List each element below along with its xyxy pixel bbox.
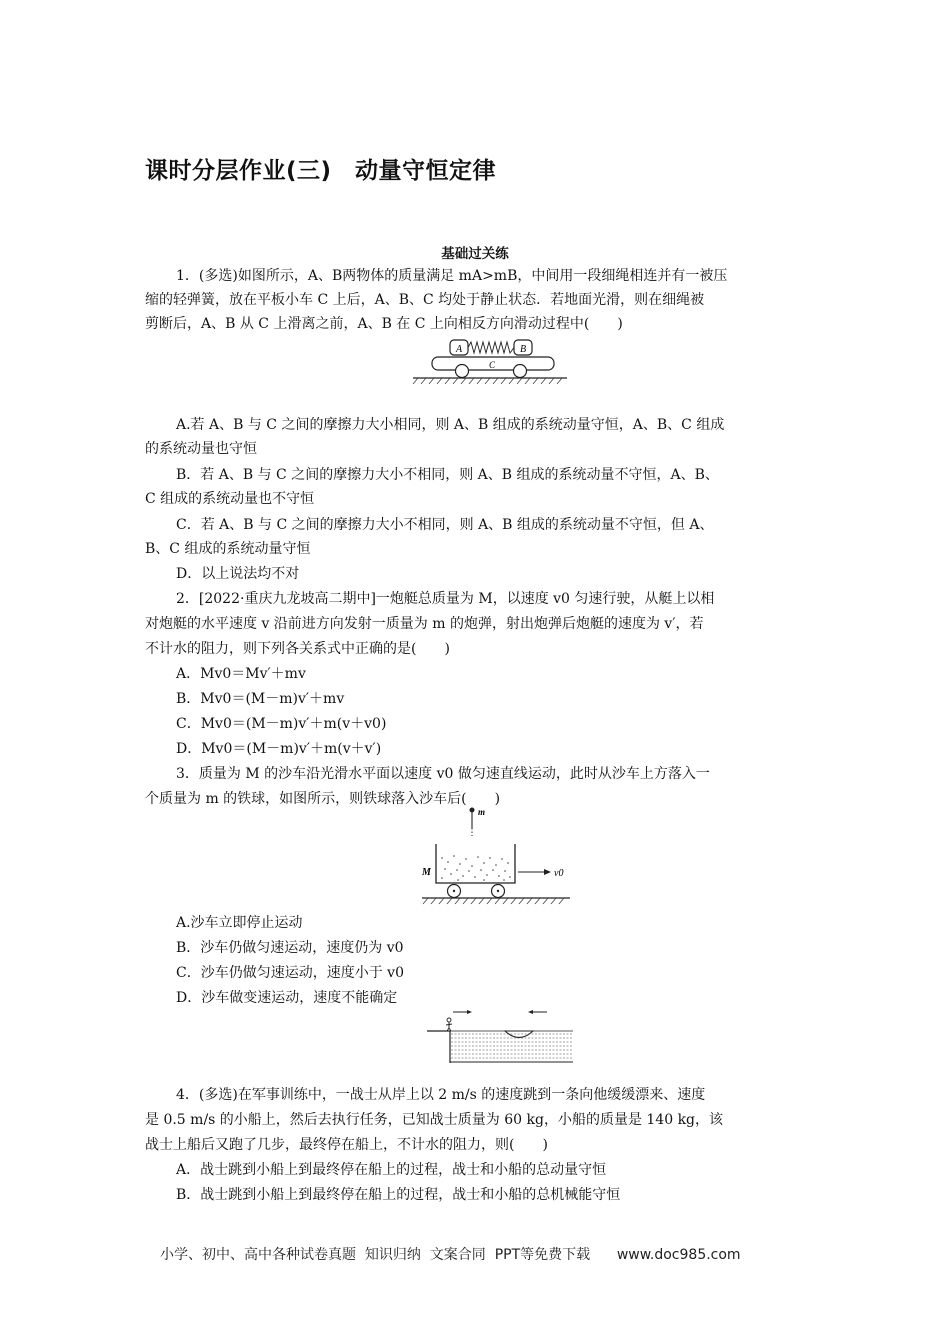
q4-line-3: 战士上船后又跑了几步，最终停在船上，不计水的阻力，则( ) (145, 1137, 548, 1153)
q2-option-b: B．Mv0＝(M－m)v′＋mv (176, 691, 345, 707)
page-title: 课时分层作业(三) 动量守恒定律 (145, 158, 497, 184)
label-v0: v0 (554, 868, 564, 879)
q1-line-2: 缩的轻弹簧，放在平板小车 C 上后，A、B、C 均处于静止状态．若地面光滑，则在细绳被 (145, 292, 705, 308)
q3-line-1: 3．质量为 M 的沙车沿光滑水平面以速度 v0 做匀速直线运动，此时从沙车上方落入一 (176, 766, 710, 782)
label-m: m (478, 807, 486, 817)
q2-line-3: 不计水的阻力，则下列各关系式中正确的是( ) (145, 641, 450, 657)
q2-line-2: 对炮艇的水平速度 v 沿前进方向发射一质量为 m 的炮弹，射出炮弹后炮艇的速度为 v′，若 (145, 616, 704, 632)
boat-soldier-figure (425, 1008, 575, 1066)
q3-option-b: B．沙车仍做匀速运动，速度仍为 v0 (176, 940, 404, 956)
label-a: A (455, 344, 463, 355)
label-b: B (519, 344, 527, 355)
q2-line-1: 2．[2022·重庆九龙坡高二期中]一炮艇总质量为 M，以速度 v0 匀速行驶，从艇上以相 (176, 591, 715, 607)
q4-line-1: 4．(多选)在军事训练中，一战士从岸上以 2 m/s 的速度跳到一条向他缓缓漂来、速度 (176, 1087, 706, 1103)
q3-line-2: 个质量为 m 的铁球，如图所示，则铁球落入沙车后( ) (145, 791, 501, 807)
q2-option-c: C．Mv0＝(M－m)v′＋m(v＋v0) (176, 716, 387, 732)
q2-option-d: D．Mv0＝(M－m)v′＋m(v＋v′) (176, 741, 382, 757)
q4-option-a: A．战士跳到小船上到最终停在船上的过程，战士和小船的总动量守恒 (176, 1162, 607, 1178)
q4-option-b: B．战士跳到小船上到最终停在船上的过程，战士和小船的总机械能守恒 (176, 1187, 621, 1203)
q3-option-c: C．沙车仍做匀速运动，速度小于 v0 (176, 965, 404, 981)
q1-option-b-1: B．若 A、B 与 C 之间的摩擦力大小不相同，则 A、B 组成的系统动量不守恒，A、B、 (176, 467, 719, 483)
sand-cart-figure (418, 806, 578, 910)
q4-line-2: 是 0.5 m/s 的小船上，然后去执行任务，已知战士质量为 60 kg，小船的质量是 140 kg，该 (145, 1112, 724, 1128)
q3-option-d: D．沙车做变速运动，速度不能确定 (176, 990, 398, 1006)
label-c: C (488, 360, 496, 370)
cart-spring-figure (410, 336, 570, 386)
q1-line-3: 剪断后，A、B 从 C 上滑离之前，A、B 在 C 上向相反方向滑动过程中( ) (145, 316, 623, 332)
q1-option-d: D．以上说法均不对 (176, 566, 300, 582)
q1-option-c-2: B、C 组成的系统动量守恒 (145, 541, 311, 557)
label-big-m: M (422, 867, 431, 878)
q1-option-c-1: C．若 A、B 与 C 之间的摩擦力大小不相同，则 A、B 组成的系统动量不守恒，但 A、 (176, 517, 714, 533)
q2-option-a: A．Mv0＝Mv′＋mv (176, 666, 306, 682)
q1-option-a-2: 的系统动量也守恒 (145, 441, 257, 457)
section-heading: 基础过关练 (441, 246, 509, 262)
q1-option-b-2: C 组成的系统动量也不守恒 (145, 491, 315, 507)
q3-option-a: A.沙车立即停止运动 (176, 915, 303, 931)
page-footer: 小学、初中、高中各种试卷真题 知识归纳 文案合同 PPT等免费下载 www.doc985.com (160, 1247, 741, 1263)
q1-option-a-1: A.若 A、B 与 C 之间的摩擦力大小相同，则 A、B 组成的系统动量守恒，A、B、C 组成 (176, 417, 725, 433)
q1-line-1: 1．(多选)如图所示，A、B两物体的质量满足 mA>mB，中间用一段细绳相连并有一被压 (176, 268, 728, 284)
